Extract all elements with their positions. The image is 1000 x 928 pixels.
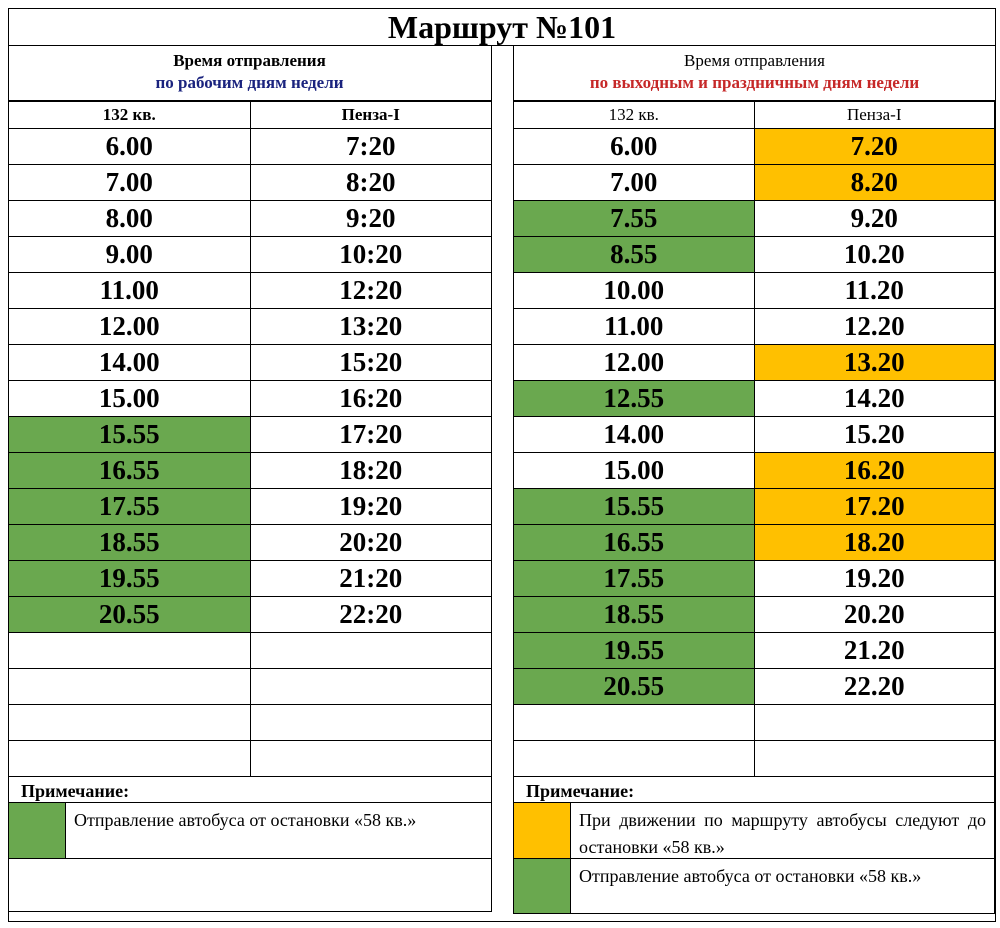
departure-132-cell: 10.00 <box>514 273 755 309</box>
table-row <box>9 129 492 165</box>
departure-132-cell: 12.00 <box>514 345 755 381</box>
departure-penza-cell: 11.20 <box>754 273 995 309</box>
departure-132-cell: 11.00 <box>514 309 755 345</box>
table-row <box>514 453 995 489</box>
departure-penza-cell: 18:20 <box>250 453 492 489</box>
departure-132-cell: 19.55 <box>9 561 251 597</box>
table-row <box>514 417 995 453</box>
departure-132-cell: 9.00 <box>9 237 251 273</box>
legend-orange-text: При движении по маршруту автобусы следуют до остановки «58 кв.» <box>579 810 986 857</box>
table-row <box>9 561 492 597</box>
departure-132-cell <box>9 633 251 669</box>
green-swatch <box>9 803 66 858</box>
table-row <box>514 489 995 525</box>
weekday-panel <box>8 46 492 912</box>
departure-penza-cell: 8:20 <box>250 165 492 201</box>
column-header-to: Пенза-I <box>754 102 995 129</box>
column-header-from: 132 кв. <box>514 102 755 129</box>
table-row <box>514 525 995 561</box>
departure-penza-cell: 9:20 <box>250 201 492 237</box>
departure-penza-cell: 7:20 <box>250 129 492 165</box>
departure-penza-cell: 17:20 <box>250 417 492 453</box>
green-swatch <box>514 859 571 913</box>
departure-132-cell <box>514 705 755 741</box>
table-row <box>514 201 995 237</box>
departure-penza-cell: 13.20 <box>754 345 995 381</box>
departure-132-cell: 15.55 <box>514 489 755 525</box>
table-row <box>514 381 995 417</box>
departure-penza-cell: 12.20 <box>754 309 995 345</box>
legend-green-text: Отправление автобуса от остановки «58 кв.» <box>579 866 922 886</box>
departure-132-cell: 20.55 <box>514 669 755 705</box>
departure-penza-cell: 20:20 <box>250 525 492 561</box>
departure-132-cell: 19.55 <box>514 633 755 669</box>
table-row <box>514 597 995 633</box>
departure-132-cell: 12.00 <box>9 309 251 345</box>
departure-penza-cell: 9.20 <box>754 201 995 237</box>
departure-132-cell <box>9 741 251 777</box>
departure-penza-cell: 8.20 <box>754 165 995 201</box>
column-header-to: Пенза-I <box>250 102 492 129</box>
weekday-header-line1: Время отправления <box>173 51 326 70</box>
legend-empty <box>9 859 491 911</box>
departure-132-cell: 6.00 <box>9 129 251 165</box>
departure-penza-cell <box>754 705 995 741</box>
departure-132-cell <box>514 741 755 777</box>
table-row <box>9 165 492 201</box>
table-row <box>514 669 995 705</box>
departure-penza-cell: 19:20 <box>250 489 492 525</box>
departure-132-cell: 7.00 <box>9 165 251 201</box>
departure-penza-cell: 16:20 <box>250 381 492 417</box>
legend-green <box>9 803 491 859</box>
table-row <box>9 453 492 489</box>
departure-penza-cell: 13:20 <box>250 309 492 345</box>
departure-132-cell: 11.00 <box>9 273 251 309</box>
table-row <box>9 597 492 633</box>
weekday-header <box>8 46 492 101</box>
departure-132-cell: 20.55 <box>9 597 251 633</box>
table-row <box>9 705 492 741</box>
table-row <box>9 489 492 525</box>
departure-penza-cell: 16.20 <box>754 453 995 489</box>
weekend-header-line1: Время отправления <box>684 51 825 70</box>
table-row <box>514 309 995 345</box>
departure-132-cell <box>9 705 251 741</box>
departure-penza-cell: 10.20 <box>754 237 995 273</box>
departure-132-cell: 17.55 <box>9 489 251 525</box>
table-row <box>9 417 492 453</box>
departure-penza-cell: 10:20 <box>250 237 492 273</box>
table-row <box>514 633 995 669</box>
weekday-table <box>8 101 492 777</box>
departure-penza-cell: 18.20 <box>754 525 995 561</box>
table-row <box>9 525 492 561</box>
departure-132-cell: 18.55 <box>514 597 755 633</box>
table-row <box>9 345 492 381</box>
departure-132-cell: 15.00 <box>9 381 251 417</box>
column-header-from: 132 кв. <box>9 102 251 129</box>
departure-penza-cell: 15.20 <box>754 417 995 453</box>
table-row <box>514 345 995 381</box>
departure-132-cell: 8.55 <box>514 237 755 273</box>
table-row <box>514 273 995 309</box>
page-title: Маршрут №101 <box>8 8 996 46</box>
weekday-note <box>8 777 492 912</box>
departure-132-cell: 15.00 <box>514 453 755 489</box>
weekend-header-line2: по выходным и праздничным дням недели <box>589 73 920 92</box>
departure-132-cell: 16.55 <box>514 525 755 561</box>
legend-green <box>514 859 994 913</box>
departure-penza-cell <box>250 669 492 705</box>
departure-132-cell: 12.55 <box>514 381 755 417</box>
legend-orange <box>514 803 994 859</box>
departure-penza-cell: 20.20 <box>754 597 995 633</box>
departure-penza-cell <box>754 741 995 777</box>
departure-penza-cell: 21.20 <box>754 633 995 669</box>
table-row <box>514 237 995 273</box>
weekend-table <box>513 101 995 777</box>
departure-132-cell: 18.55 <box>9 525 251 561</box>
departure-penza-cell: 21:20 <box>250 561 492 597</box>
table-row <box>9 669 492 705</box>
note-title: Примечание: <box>9 777 491 803</box>
departure-penza-cell: 17.20 <box>754 489 995 525</box>
departure-penza-cell: 14.20 <box>754 381 995 417</box>
weekend-panel <box>513 46 995 914</box>
legend-green-text: Отправление автобуса от остановки «58 кв.» <box>74 810 417 830</box>
table-row <box>9 273 492 309</box>
table-row <box>9 633 492 669</box>
departure-penza-cell <box>250 633 492 669</box>
table-row <box>9 237 492 273</box>
departure-penza-cell <box>250 705 492 741</box>
departure-132-cell: 16.55 <box>9 453 251 489</box>
departure-penza-cell <box>250 741 492 777</box>
departure-penza-cell: 15:20 <box>250 345 492 381</box>
departure-penza-cell: 12:20 <box>250 273 492 309</box>
departure-132-cell: 7.55 <box>514 201 755 237</box>
table-row <box>514 741 995 777</box>
departure-penza-cell: 19.20 <box>754 561 995 597</box>
table-row <box>514 129 995 165</box>
table-row <box>9 741 492 777</box>
table-row <box>514 561 995 597</box>
weekday-header-line2: по рабочим дням недели <box>155 73 344 92</box>
orange-swatch <box>514 803 571 858</box>
note-title: Примечание: <box>514 777 994 803</box>
table-row <box>9 381 492 417</box>
weekend-note <box>513 777 995 914</box>
departure-132-cell: 17.55 <box>514 561 755 597</box>
departure-penza-cell: 22:20 <box>250 597 492 633</box>
departure-penza-cell: 7.20 <box>754 129 995 165</box>
table-row <box>9 201 492 237</box>
departure-132-cell: 6.00 <box>514 129 755 165</box>
weekend-header <box>513 46 995 101</box>
departure-penza-cell: 22.20 <box>754 669 995 705</box>
departure-132-cell: 7.00 <box>514 165 755 201</box>
departure-132-cell: 14.00 <box>9 345 251 381</box>
weekend-column-header-row <box>514 102 995 129</box>
table-row <box>514 165 995 201</box>
weekday-column-header-row <box>9 102 492 129</box>
departure-132-cell: 15.55 <box>9 417 251 453</box>
departure-132-cell: 8.00 <box>9 201 251 237</box>
departure-132-cell: 14.00 <box>514 417 755 453</box>
table-row <box>9 309 492 345</box>
table-row <box>514 705 995 741</box>
departure-132-cell <box>9 669 251 705</box>
